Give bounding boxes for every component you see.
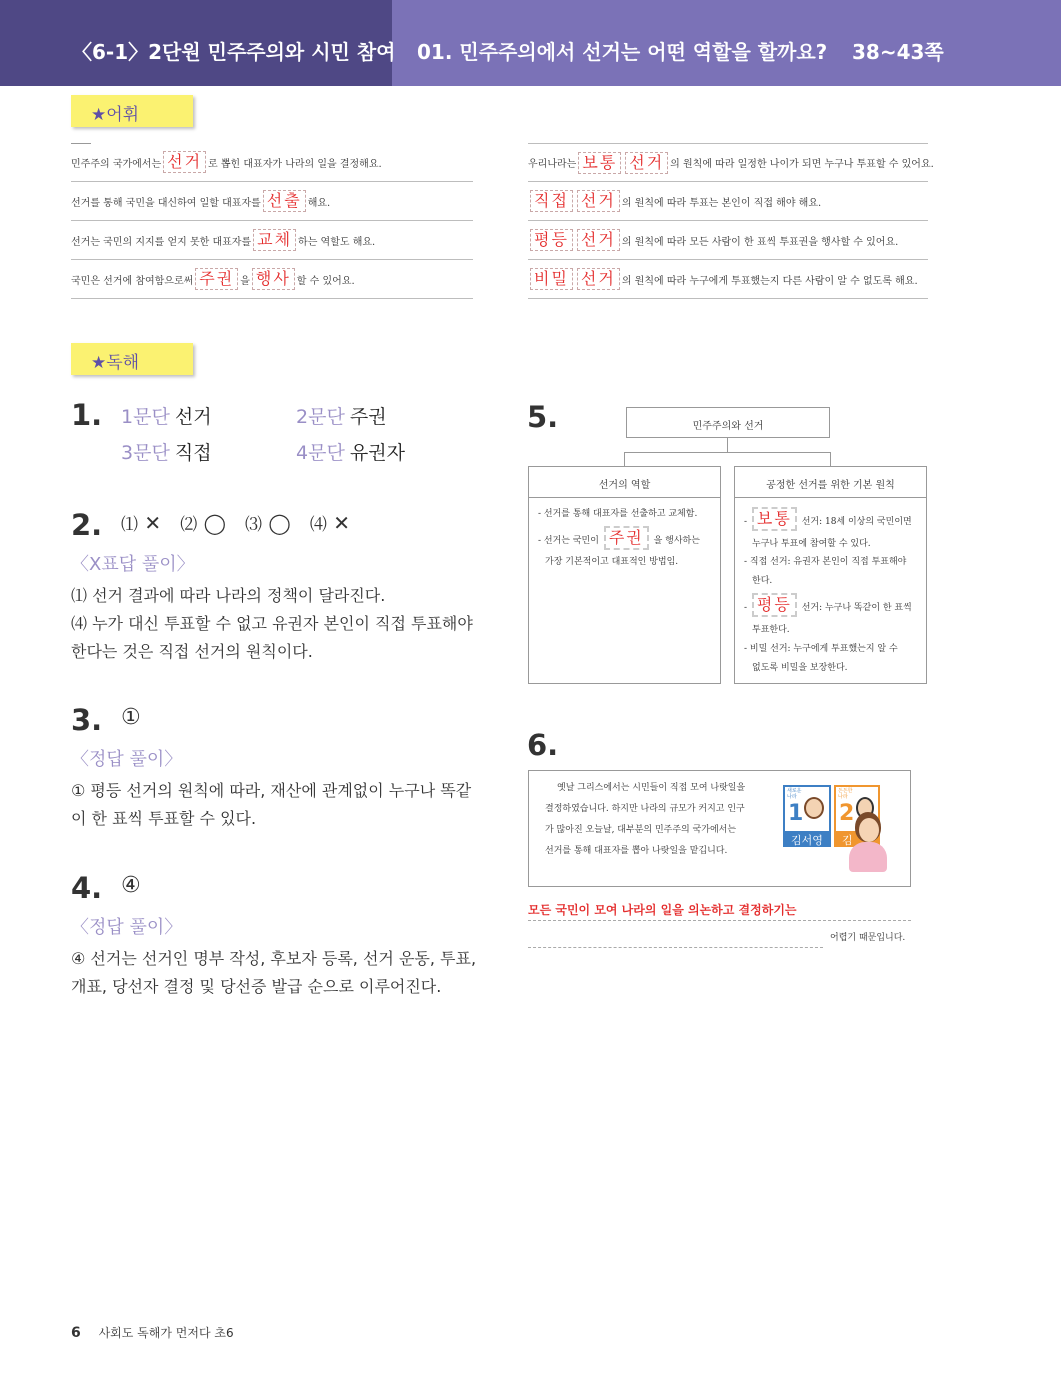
diagram-left-line: 가장 기본적이고 대표적인 방법임. [545,557,679,567]
vocab-text: 우리나라는 [528,159,577,170]
o-mark: ◯ [203,511,226,535]
vocab-answer: 선거 [577,268,620,290]
diagram-text: - 선거는 국민이 [538,536,599,546]
q3-line-2: 이 한 표씩 투표할 수 있다. [71,809,257,828]
q2-number: 2. [71,508,103,542]
diagram-right-line: 누구나 투표에 참여할 수 있다. [752,539,871,549]
vocab-answer: 보통 [578,152,621,174]
vocab-text: 해요. [307,197,331,209]
paragraph-label: 1문단 [121,406,170,428]
vocab-text: 할 수 있어요. [296,275,355,287]
diagram-right-title: 공정한 선거를 위한 기본 원칙 [735,467,926,498]
reading-tab: ★독해 [71,343,193,375]
diagram-top-box [626,407,830,438]
poster-number: 2 [839,801,855,826]
vocab-right-row-1 [528,143,934,182]
answer-line [528,920,911,921]
candidate-face [804,797,824,819]
vocab-answer: 직접 [530,190,573,212]
vocab-left-row-1 [71,143,473,182]
passage-line: 결정하였습니다. 하지만 나라의 규모가 커지고 인구 [545,804,745,814]
diagram-text: 선거: 누구나 똑같이 한 표씩 [801,603,912,613]
connector-line [830,452,831,466]
diagram-top-title: 민주주의와 선거 [692,421,764,432]
passage-line: 선거를 통해 대표자를 뽑아 나랏일을 맡깁니다. [545,846,728,856]
q6-answer: 모든 국민이 모여 나라의 일을 의논하고 결정하기는 [528,903,797,917]
q4-number: 4. [71,871,103,905]
diagram-left-title: 선거의 역할 [529,467,720,498]
diagram-text: 을 행사하는 [653,536,700,546]
paragraph-label: 3문단 [121,442,170,464]
q3-explain-title: 〈정답 풀이〉 [71,749,183,770]
diagram-answer: 주권 [604,526,649,550]
connector-line [624,452,831,453]
q4-line-2: 개표, 당선자 결정 및 당선증 발급 순으로 이루어진다. [71,977,442,996]
vocab-text: 선거는 국민의 지지를 얻지 못한 대표자를 [71,236,252,248]
vocab-left-row-3 [71,221,473,260]
paragraph-label: 4문단 [296,442,345,464]
o-mark: ◯ [268,511,291,535]
diagram-right-line: - 평등 선거: 누구나 똑같이 한 표씩 [744,593,912,620]
book-title: 사회도 독해가 먼저다 초6 [98,1326,234,1340]
diagram-answer: 보통 [752,507,797,531]
body [849,842,887,872]
vocab-left-row-4 [71,260,473,299]
q1-item-3 [121,438,212,465]
q4-explain-title: 〈정답 풀이〉 [71,917,183,938]
face [859,818,879,842]
passage-line: 가 많아진 오늘날, 대부분의 민주주의 국가에서는 [545,825,737,835]
q3-line-1: ① 평등 선거의 원칙에 따라, 재산에 관계없이 누구나 똑같 [71,781,472,800]
vocab-text: 민주주의 국가에서는 [71,158,162,170]
diagram-right-line: 한다. [752,576,773,586]
diagram-right-line: - 비밀 선거: 누구에게 투표했는지 알 수 [744,644,898,654]
vocab-answer: 주권 [195,268,238,290]
vocab-answer: 선출 [263,190,306,212]
header-pages: 38~43쪽 [852,40,944,64]
diagram-left-line: - 선거를 통해 대표자를 선출하고 교체함. [538,509,698,519]
item-number: ⑵ [180,515,198,535]
poster-slogan: 든든한 나라 [838,788,853,800]
paragraph-answer: 유권자 [349,442,405,464]
poster-number: 1 [788,801,804,826]
vocab-answer: 선거 [577,190,620,212]
footer [71,1324,234,1341]
diagram-text: 선거: 18세 이상의 국민이면 [801,517,912,527]
q1-item-4 [296,438,405,465]
x-mark: ✕ [333,511,350,535]
diagram-left-box [528,466,721,684]
paragraph-answer: 선거 [174,406,212,428]
q4-answer: ④ [121,873,141,898]
diagram-right-line: - 직접 선거: 유권자 본인이 직접 투표해야 [744,557,907,567]
connector-line [727,438,728,452]
vocab-text: 의 원칙에 따라 투표는 본인이 직접 해야 해요. [621,197,822,209]
page-number: 6 [71,1325,81,1341]
answer-line [528,947,823,948]
vocab-answer: 비밀 [530,268,573,290]
vocab-text: 을 [240,275,250,287]
q4-line-1: ④ 선거는 선거인 명부 작성, 후보자 등록, 선거 운동, 투표, [71,949,477,968]
q1-item-2 [296,402,387,429]
paragraph-answer: 주권 [349,406,387,428]
q6-passage [545,778,745,862]
poster-name: 김 [842,834,853,847]
q2-line-3: 한다는 것은 직접 선거의 원칙이다. [71,642,313,661]
q2-line-2: ⑷ 누가 대신 투표할 수 없고 유권자 본인이 직접 투표해야 [71,614,473,633]
q2-explain-title: 〈X표답 풀이〉 [71,554,195,575]
connector-line [624,452,625,466]
q3-answer: ① [121,705,141,730]
diagram-right-line: - 보통 선거: 18세 이상의 국민이면 [744,507,912,534]
vocab-text: 로 뽑힌 대표자가 나라의 일을 결정해요. [208,158,382,170]
paragraph-label: 2문단 [296,406,345,428]
vocab-text: 하는 역할도 해요. [298,236,376,248]
diagram-right-line: 투표한다. [752,625,790,635]
vocab-answer: 행사 [252,268,295,290]
vocab-text: 의 원칙에 따라 누구에게 투표했는지 다른 사람이 알 수 없도록 해요. [621,275,918,287]
vocab-right-row-3 [528,221,928,260]
q6-number: 6. [527,728,559,762]
diagram-answer: 평등 [752,593,797,617]
vocab-text: 국민은 선거에 참여함으로써 [71,275,194,287]
vocab-answer: 선거 [577,229,620,251]
q2-line-1: ⑴ 선거 결과에 따라 나라의 정책이 달라진다. [71,586,386,605]
paragraph-answer: 직접 [174,442,212,464]
vocab-answer: 평등 [530,229,573,251]
q5-number: 5. [527,400,559,434]
q1-number: 1. [71,398,103,432]
header-lesson: 01. 민주주의에서 선거는 어떤 역할을 할까요? [417,40,828,64]
item-number: ⑶ [245,515,263,535]
poster-name: 김서영 [791,834,823,847]
poster-slogan: 새로운 나라 [787,788,802,800]
campaign-poster-1 [783,785,831,847]
vocab-right-row-4 [528,260,928,299]
woman-voter-illustration [847,812,887,872]
vocab-right-row-2 [528,182,928,221]
passage-line: 옛날 그리스에서는 시민들이 직접 모여 나랏일을 [557,783,746,793]
item-number: ⑴ [121,515,138,535]
header-unit: 〈6-1〉2단원 민주주의와 시민 참여 [72,40,396,64]
vocab-answer: 선거 [625,152,668,174]
q6-tail: 어렵기 때문입니다. [830,933,906,943]
vocab-answer: 교체 [253,229,296,251]
vocab-answer: 선거 [163,151,206,173]
diagram-right-line: 없도록 비밀을 보장한다. [752,663,848,673]
q1-item-1 [121,402,212,429]
q2-marks [121,510,350,535]
vocab-tab: ★어휘 [71,95,193,127]
x-mark: ✕ [144,511,162,535]
vocab-text: 선거를 통해 국민을 대신하여 일할 대표자를 [71,197,261,209]
item-number: ⑷ [309,515,327,535]
vocab-text: 의 원칙에 따라 일정한 나이가 되면 누구나 투표할 수 있어요. [670,159,934,170]
q3-number: 3. [71,703,103,737]
vocab-left-row-2 [71,182,473,221]
vocab-text: 의 원칙에 따라 모든 사람이 한 표씩 투표권을 행사할 수 있어요. [621,236,899,248]
diagram-left-line [538,526,700,553]
